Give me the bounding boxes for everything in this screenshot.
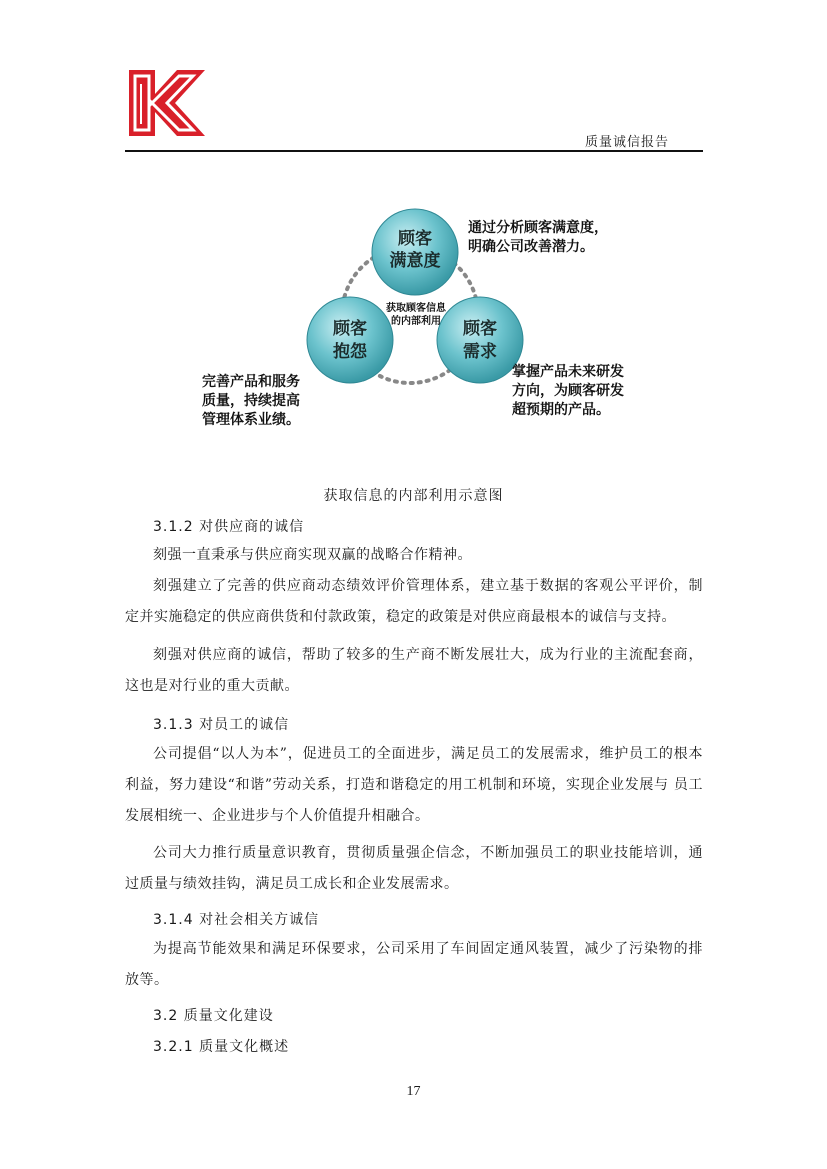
node-satisfaction-label-1: 顾客 (398, 229, 432, 249)
node-complaint-label-2: 抱怨 (333, 342, 367, 362)
heading-3-2: 3.2 质量文化建设 (153, 1008, 274, 1024)
heading-3-1-3: 3.1.3 对员工的诚信 (153, 717, 290, 733)
note-complaint-2: 质量，持续提高 (202, 393, 300, 409)
note-complaint-1: 完善产品和服务 (202, 374, 300, 390)
heading-3-2-1: 3.2.1 质量文化概述 (153, 1039, 290, 1055)
header-title: 质量诚信报告 (584, 135, 669, 150)
center-label-2: 的内部利用 (391, 316, 441, 327)
heading-3-1-4: 3.1.4 对社会相关方诚信 (153, 912, 320, 928)
note-demand-3: 超预期的产品。 (512, 402, 610, 418)
node-demand-label-1: 顾客 (463, 319, 497, 339)
paragraph-5: 公司大力推行质量意识教育，贯彻质量强企信念，不断加强员工的职业技能培训，通过质量与绩效挂钩，满足员工成长和企业发展需求。 (125, 845, 703, 892)
center-label-1: 获取顾客信息 (386, 303, 446, 314)
note-satisfaction-2: 明确公司改善潜力。 (468, 239, 594, 255)
node-satisfaction-label-2: 满意度 (389, 251, 441, 271)
note-satisfaction-1: 通过分析顾客满意度， (468, 220, 608, 236)
paragraph-2: 刻强建立了完善的供应商动态绩效评价管理体系，建立基于数据的客观公平评价，制定并实施稳定的供应商供货和付款政策，稳定的政策是对供应商最根本的诚信与支持。 (125, 578, 703, 625)
note-complaint-3: 管理体系业绩。 (202, 412, 300, 428)
note-demand-2: 方向，为顾客研发 (512, 383, 624, 399)
node-complaint-label-1: 顾客 (333, 319, 367, 339)
node-satisfaction (372, 209, 458, 295)
paragraph-4: 公司提倡“以人为本”，促进员工的全面进步，满足员工的发展需求，维护员工的根本利益，努力建设“和谐”劳动关系，打造和谐稳定的用工机制和环境，实现企业发展与 员工发展相统一、企业进步与个人价值提升相融合。 (125, 746, 703, 824)
note-demand-1: 掌握产品未来研发 (512, 364, 624, 380)
figure-caption: 获取信息的内部利用示意图 (323, 488, 504, 504)
paragraph-6: 为提高节能效果和满足环保要求，公司采用了车间固定通风装置，减少了污染物的排放等。 (125, 941, 703, 988)
node-complaint (307, 297, 393, 383)
header-divider (125, 150, 703, 152)
customer-info-diagram (190, 200, 650, 440)
node-demand-label-2: 需求 (463, 342, 497, 362)
paragraph-3: 刻强对供应商的诚信，帮助了较多的生产商不断发展壮大，成为行业的主流配套商，这也是对行业的重大贡献。 (125, 647, 703, 694)
company-logo (125, 66, 207, 140)
paragraph-1: 刻强一直秉承与供应商实现双赢的战略合作精神。 (153, 547, 472, 563)
node-demand (437, 297, 523, 383)
page-number: 17 (406, 1084, 421, 1099)
heading-3-1-2: 3.1.2 对供应商的诚信 (153, 519, 305, 535)
